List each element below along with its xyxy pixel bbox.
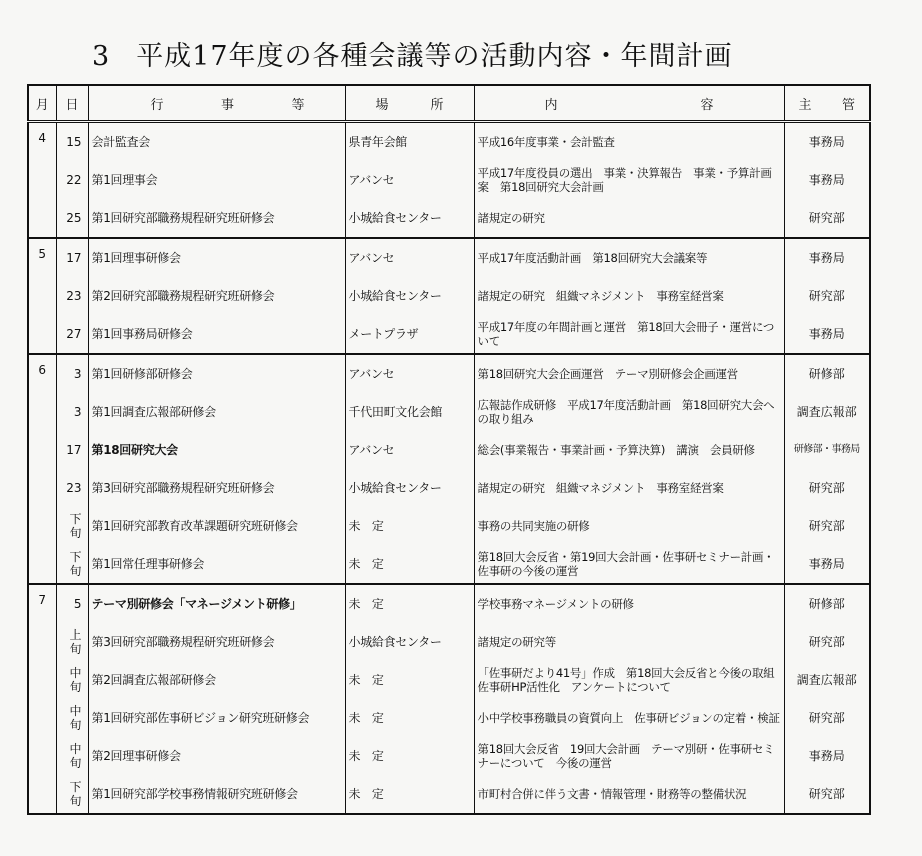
day-cell: 3: [56, 393, 88, 431]
organizer-cell: 調査広報部: [784, 661, 870, 699]
table-row: [28, 507, 870, 545]
content-cell: 諸規定の研究: [474, 199, 784, 238]
day-cell: 3: [56, 354, 88, 393]
header-month: 月: [28, 85, 56, 122]
header-place-char: 場: [375, 97, 389, 113]
place-cell: 小城給食センター: [345, 277, 474, 315]
section-number: 3: [92, 41, 111, 72]
organizer-cell: 研究部: [784, 699, 870, 737]
day-cell: 17: [56, 431, 88, 469]
day-cell: 22: [56, 161, 88, 199]
table-row: [28, 661, 870, 699]
event-cell: 第1回研究部教育改革課題研究班研修会: [88, 507, 345, 545]
place-cell: 小城給食センター: [345, 199, 474, 238]
month-cell: 6: [28, 354, 56, 584]
page-title: [92, 34, 733, 73]
organizer-cell: 研究部: [784, 199, 870, 238]
header-row: [28, 85, 870, 122]
organizer-cell: 研修部: [784, 584, 870, 623]
event-cell: 第2回理事研修会: [88, 737, 345, 775]
day-cell: 中旬: [56, 661, 88, 699]
event-cell: 会計監査会: [88, 122, 345, 162]
title-text: 平成17年度の各種会議等の活動内容・年間計画: [136, 41, 733, 72]
organizer-cell: 研究部: [784, 507, 870, 545]
event-cell: 第2回調査広報部研修会: [88, 661, 345, 699]
place-cell: アバンセ: [345, 238, 474, 277]
place-cell: 未 定: [345, 545, 474, 584]
header-event-char: 事: [220, 97, 234, 113]
day-cell: 5: [56, 584, 88, 623]
content-cell: 学校事務マネージメントの研修: [474, 584, 784, 623]
event-cell: 第1回理事会: [88, 161, 345, 199]
header-content: [474, 85, 784, 122]
event-cell: 第1回研究部佐事研ビジョン研究班研修会: [88, 699, 345, 737]
content-cell: 平成16年度事業・会計監査: [474, 122, 784, 162]
header-content-char: 内: [544, 97, 558, 113]
organizer-cell: 研究部: [784, 277, 870, 315]
header-place-char: 所: [430, 97, 444, 113]
content-cell: 第18回大会反省 19回大会計画 テーマ別研・佐事研セミナーについて 今後の運営: [474, 737, 784, 775]
place-cell: 県青年会館: [345, 122, 474, 162]
table-row: [28, 584, 870, 623]
content-cell: 事務の共同実施の研修: [474, 507, 784, 545]
content-cell: 広報誌作成研修 平成17年度活動計画 第18回研究大会への取り組み: [474, 393, 784, 431]
place-cell: 未 定: [345, 699, 474, 737]
table-row: [28, 775, 870, 814]
place-cell: 未 定: [345, 775, 474, 814]
schedule-body: [28, 122, 870, 815]
header-content-char: 容: [700, 97, 714, 113]
table-row: [28, 161, 870, 199]
organizer-cell: 研究部: [784, 469, 870, 507]
day-cell: 下旬: [56, 507, 88, 545]
place-cell: アバンセ: [345, 161, 474, 199]
place-cell: 未 定: [345, 507, 474, 545]
table-row: [28, 199, 870, 238]
place-cell: 未 定: [345, 584, 474, 623]
place-cell: アバンセ: [345, 354, 474, 393]
table-row: [28, 238, 870, 277]
event-cell: 第3回研究部職務規程研究班研修会: [88, 623, 345, 661]
organizer-cell: 調査広報部: [784, 393, 870, 431]
event-cell: 第1回調査広報部研修会: [88, 393, 345, 431]
event-cell: 第1回理事研修会: [88, 238, 345, 277]
day-cell: 23: [56, 469, 88, 507]
event-cell: 第1回常任理事研修会: [88, 545, 345, 584]
day-cell: 中旬: [56, 737, 88, 775]
content-cell: 総会(事業報告・事業計画・予算決算) 講演 会員研修: [474, 431, 784, 469]
event-cell: 第1回研究部学校事務情報研究班研修会: [88, 775, 345, 814]
event-cell: 第1回研修部研修会: [88, 354, 345, 393]
place-cell: 千代田町文化会館: [345, 393, 474, 431]
header-day: 日: [56, 85, 88, 122]
table-row: [28, 122, 870, 162]
place-cell: アバンセ: [345, 431, 474, 469]
table-row: [28, 393, 870, 431]
content-cell: 平成17年度役員の選出 事業・決算報告 事業・予算計画案 第18回研究大会計画: [474, 161, 784, 199]
day-cell: 27: [56, 315, 88, 354]
content-cell: 市町村合併に伴う文書・情報管理・財務等の整備状況: [474, 775, 784, 814]
day-cell: 17: [56, 238, 88, 277]
organizer-cell: 研究部: [784, 623, 870, 661]
header-place: [345, 85, 474, 122]
content-cell: 諸規定の研究 組織マネジメント 事務室経営案: [474, 277, 784, 315]
content-cell: 「佐事研だより41号」作成 第18回大会反省と今後の取組 佐事研HP活性化 アンケートについて: [474, 661, 784, 699]
place-cell: 小城給食センター: [345, 469, 474, 507]
place-cell: メートプラザ: [345, 315, 474, 354]
day-cell: 25: [56, 199, 88, 238]
organizer-cell: 事務局: [784, 122, 870, 162]
organizer-cell: 研修部: [784, 354, 870, 393]
content-cell: 諸規定の研究 組織マネジメント 事務室経営案: [474, 469, 784, 507]
content-cell: 平成17年度活動計画 第18回研究大会議案等: [474, 238, 784, 277]
event-cell: 第3回研究部職務規程研究班研修会: [88, 469, 345, 507]
table-row: [28, 315, 870, 354]
organizer-cell: 事務局: [784, 238, 870, 277]
content-cell: 第18回大会反省・第19回大会計画・佐事研セミナー計画・佐事研の今後の運営: [474, 545, 784, 584]
schedule-table: [27, 84, 871, 815]
place-cell: 未 定: [345, 737, 474, 775]
place-cell: 小城給食センター: [345, 623, 474, 661]
event-cell: テーマ別研修会「マネージメント研修」: [88, 584, 345, 623]
header-event-char: 等: [291, 97, 305, 113]
table-row: [28, 623, 870, 661]
organizer-cell: 事務局: [784, 545, 870, 584]
header-event: [88, 85, 345, 122]
header-organizer: [784, 85, 870, 122]
day-cell: 上旬: [56, 623, 88, 661]
organizer-cell: 事務局: [784, 315, 870, 354]
day-cell: 中旬: [56, 699, 88, 737]
event-cell: 第18回研究大会: [88, 431, 345, 469]
day-cell: 下旬: [56, 775, 88, 814]
event-cell: 第2回研究部職務規程研究班研修会: [88, 277, 345, 315]
table-row: [28, 545, 870, 584]
content-cell: 第18回研究大会企画運営 テーマ別研修会企画運営: [474, 354, 784, 393]
organizer-cell: 研修部・事務局: [784, 431, 870, 469]
month-cell: 5: [28, 238, 56, 354]
table-row: [28, 277, 870, 315]
content-cell: 平成17年度の年間計画と運営 第18回大会冊子・運営について: [474, 315, 784, 354]
table-row: [28, 469, 870, 507]
month-cell: 4: [28, 122, 56, 239]
event-cell: 第1回研究部職務規程研究班研修会: [88, 199, 345, 238]
organizer-cell: 事務局: [784, 737, 870, 775]
table-row: [28, 699, 870, 737]
content-cell: 小中学校事務職員の資質向上 佐事研ビジョンの定着・検証: [474, 699, 784, 737]
table-row: [28, 431, 870, 469]
day-cell: 15: [56, 122, 88, 162]
content-cell: 諸規定の研究等: [474, 623, 784, 661]
day-cell: 下旬: [56, 545, 88, 584]
place-cell: 未 定: [345, 661, 474, 699]
table-row: [28, 737, 870, 775]
header-event-char: 行: [150, 97, 164, 113]
organizer-cell: 事務局: [784, 161, 870, 199]
month-cell: 7: [28, 584, 56, 814]
day-cell: 23: [56, 277, 88, 315]
header-organizer-char: 主: [798, 97, 812, 113]
table-row: [28, 354, 870, 393]
event-cell: 第1回事務局研修会: [88, 315, 345, 354]
header-organizer-char: 管: [841, 97, 855, 113]
organizer-cell: 研究部: [784, 775, 870, 814]
